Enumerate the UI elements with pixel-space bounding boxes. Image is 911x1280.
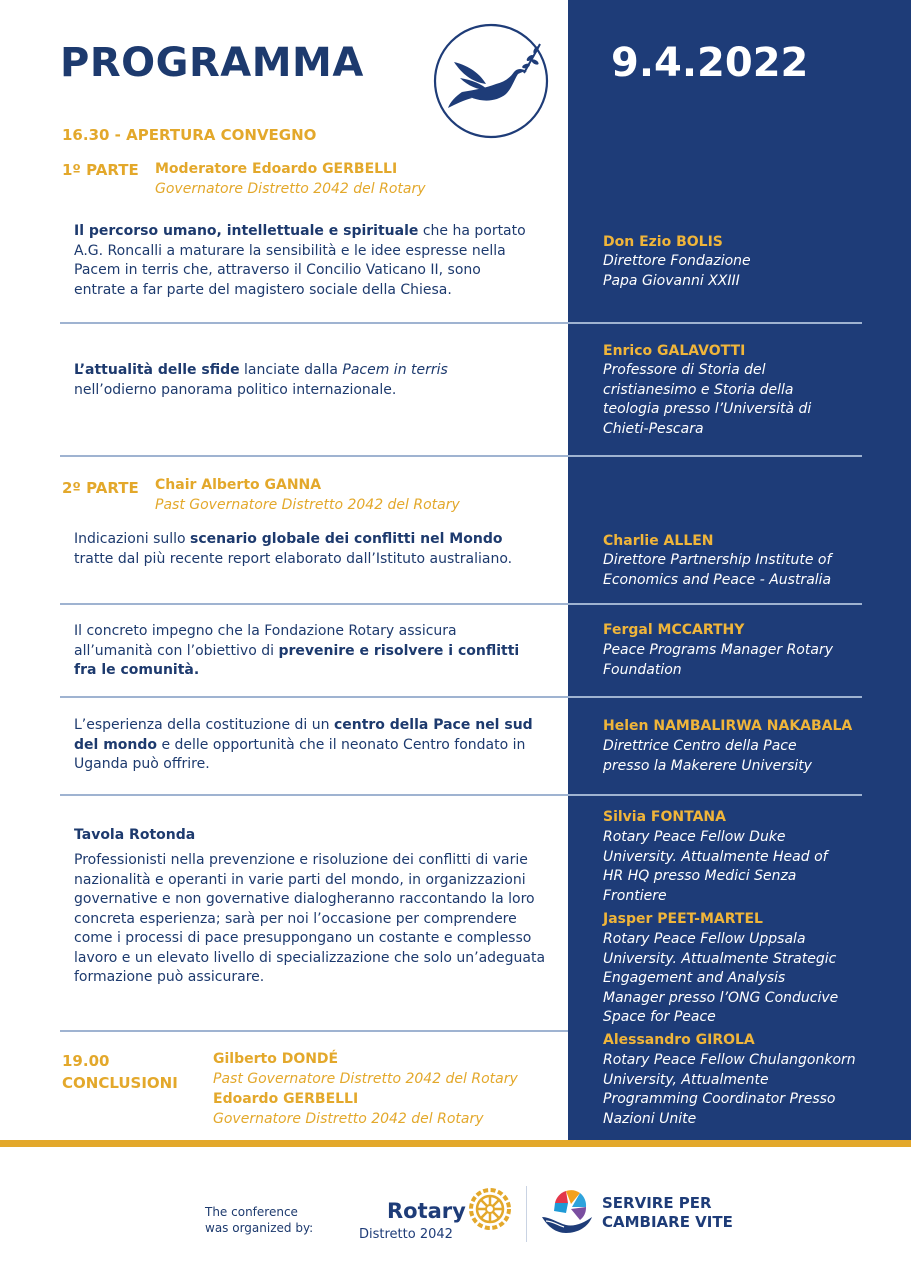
page-title: PROGRAMMA bbox=[60, 40, 364, 86]
rotary-wheel-icon bbox=[468, 1187, 512, 1231]
part2-chair-name: Chair Alberto GANNA bbox=[155, 477, 322, 493]
dove-icon bbox=[432, 22, 550, 140]
round-table-speaker3-role: Rotary Peace Fellow Chulangonkorn University, Attualmente Programming Coordinator Presso Nazioni Unite bbox=[603, 1052, 856, 1127]
opening-label: 16.30 - APERTURA CONVEGNO bbox=[62, 126, 317, 144]
part1-item2-desc-mid: lanciate dalla bbox=[239, 362, 343, 378]
conclusions-time: 19.00 bbox=[62, 1052, 110, 1070]
part2-item3-desc bbox=[74, 716, 534, 775]
organized-by-line1: The conference bbox=[205, 1205, 298, 1219]
dove-logo bbox=[432, 22, 550, 140]
conclusions-person2-role: Governatore Distretto 2042 del Rotary bbox=[213, 1111, 484, 1127]
part1-item2-speaker-name: Enrico GALAVOTTI bbox=[603, 343, 746, 359]
part2-item2-speaker-name: Fergal MCCARTHY bbox=[603, 622, 745, 638]
part1-item2-desc-italic: Pacem in terris bbox=[342, 362, 448, 378]
part2-item1-desc bbox=[74, 530, 524, 569]
round-table-speaker2-role: Rotary Peace Fellow Uppsala University. Attualmente Strategic Engagement and Analysis Manager presso l’ONG Conducive Space for Peace bbox=[603, 931, 839, 1025]
part2-item1-speaker-role: Direttore Partnership Institute of Economics and Peace - Australia bbox=[603, 552, 832, 588]
rotary-district: Distretto 2042 bbox=[359, 1227, 453, 1242]
part1-moderator-role: Governatore Distretto 2042 del Rotary bbox=[155, 181, 426, 197]
part2-item2-desc bbox=[74, 622, 534, 681]
part2-item3-desc-bold: centro della Pace nel sud del mondo bbox=[74, 717, 533, 753]
rotary-wheel-logo bbox=[468, 1187, 512, 1231]
part1-item2-speaker-role: Professore di Storia del cristianesimo e Storia della teologia presso l’Università di Chieti-Pescara bbox=[603, 362, 812, 437]
part2-item3-speaker-name: Helen NAMBALIRWA NAKABALA bbox=[603, 718, 853, 734]
divider bbox=[60, 455, 862, 457]
round-table-speaker2-name: Jasper PEET-MARTEL bbox=[603, 911, 763, 927]
part2-item1-desc-bold: scenario globale dei conflitti nel Mondo bbox=[190, 531, 503, 547]
servire-logo bbox=[540, 1187, 596, 1237]
part1-item1-desc-bold: Il percorso umano, intellettuale e spirituale bbox=[74, 223, 419, 239]
round-table-speaker3-name: Alessandro GIROLA bbox=[603, 1032, 755, 1048]
part2-chair-role: Past Governatore Distretto 2042 del Rotary bbox=[155, 497, 460, 513]
conclusions-label: CONCLUSIONI bbox=[62, 1074, 178, 1092]
part2-item2-desc-pre: Il concreto impegno che la Fondazione Rotary assicura all’umanità con l’obiettivo di bbox=[74, 623, 457, 659]
part1-item1-speaker-role: Direttore Fondazione Papa Giovanni XXIII bbox=[603, 253, 751, 289]
divider bbox=[60, 322, 862, 324]
part1-item2-desc bbox=[74, 361, 474, 400]
conclusions-person1-role: Past Governatore Distretto 2042 del Rotary bbox=[213, 1071, 518, 1087]
divider bbox=[60, 1030, 568, 1032]
organized-by-line2: was organized by: bbox=[205, 1221, 314, 1235]
round-table-title: Tavola Rotonda bbox=[74, 827, 196, 843]
footer-separator bbox=[526, 1186, 527, 1242]
part2-item3-desc-rest: e delle opportunità che il neonato Centro fondato in Uganda può offrire. bbox=[74, 736, 526, 772]
part1-moderator-name: Moderatore Edoardo GERBELLI bbox=[155, 161, 398, 177]
divider bbox=[60, 696, 862, 698]
event-date: 9.4.2022 bbox=[611, 40, 809, 86]
part1-item1-speaker-name: Don Ezio BOLIS bbox=[603, 234, 723, 250]
part2-label: 2º PARTE bbox=[62, 479, 139, 497]
part2-item1-speaker-name: Charlie ALLEN bbox=[603, 533, 714, 549]
motto-line2: CAMBIARE VITE bbox=[602, 1213, 733, 1231]
part1-item1-desc bbox=[74, 222, 534, 300]
rotary-logo-word: Rotary bbox=[387, 1199, 466, 1223]
part1-label: 1º PARTE bbox=[62, 161, 139, 179]
motto-line1: SERVIRE PER bbox=[602, 1194, 712, 1212]
part1-item1-desc-rest: che ha portato A.G. Roncalli a maturare la sensibilità e le idee espresse nella Pacem in terris che, attraverso il Concilio Vaticano II, sono entrate a far parte del magistero sociale della Chiesa. bbox=[74, 223, 526, 298]
part2-item2-speaker-role: Peace Programs Manager Rotary Foundation bbox=[603, 642, 833, 678]
part1-item2-desc-bold: L’attualità delle sfide bbox=[74, 362, 240, 378]
part2-item1-desc-pre: Indicazioni sullo bbox=[74, 531, 191, 547]
round-table-speaker1-name: Silvia FONTANA bbox=[603, 809, 726, 825]
divider bbox=[60, 794, 862, 796]
round-table-speaker1-role: Rotary Peace Fellow Duke University. Attualmente Head of HR HQ presso Medici Senza Frontiere bbox=[603, 829, 828, 904]
part2-item3-speaker-role: Direttrice Centro della Pace presso la Makerere University bbox=[603, 738, 812, 774]
conclusions-person1-name: Gilberto DONDÉ bbox=[213, 1051, 339, 1067]
conclusions-person2-name: Edoardo GERBELLI bbox=[213, 1091, 359, 1107]
part1-item2-desc-rest: nell’odierno panorama politico internazionale. bbox=[74, 381, 397, 398]
round-table-desc: Professionisti nella prevenzione e risoluzione dei conflitti di varie nazionalità e operanti in varie parti del mondo, in organizzazioni governative e non governative dialogheranno raccontando la loro concreta esperienza; sarà per noi l’occasione per comprendere come i processi di pace presuppongano un costante e complesso lavoro e un elevato livello di specializzazione che solo un’adeguata formazione può assicurare. bbox=[74, 852, 546, 985]
gold-bar bbox=[0, 1140, 911, 1147]
part2-item3-desc-pre: L’esperienza della costituzione di un bbox=[74, 717, 334, 733]
part2-item1-desc-rest: tratte dal più recente report elaborato dall’Istituto australiano. bbox=[74, 550, 513, 567]
divider bbox=[60, 603, 862, 605]
servire-globe-icon bbox=[540, 1187, 596, 1237]
part2-item2-desc-bold: prevenire e risolvere i conflitti fra le comunità. bbox=[74, 642, 520, 678]
